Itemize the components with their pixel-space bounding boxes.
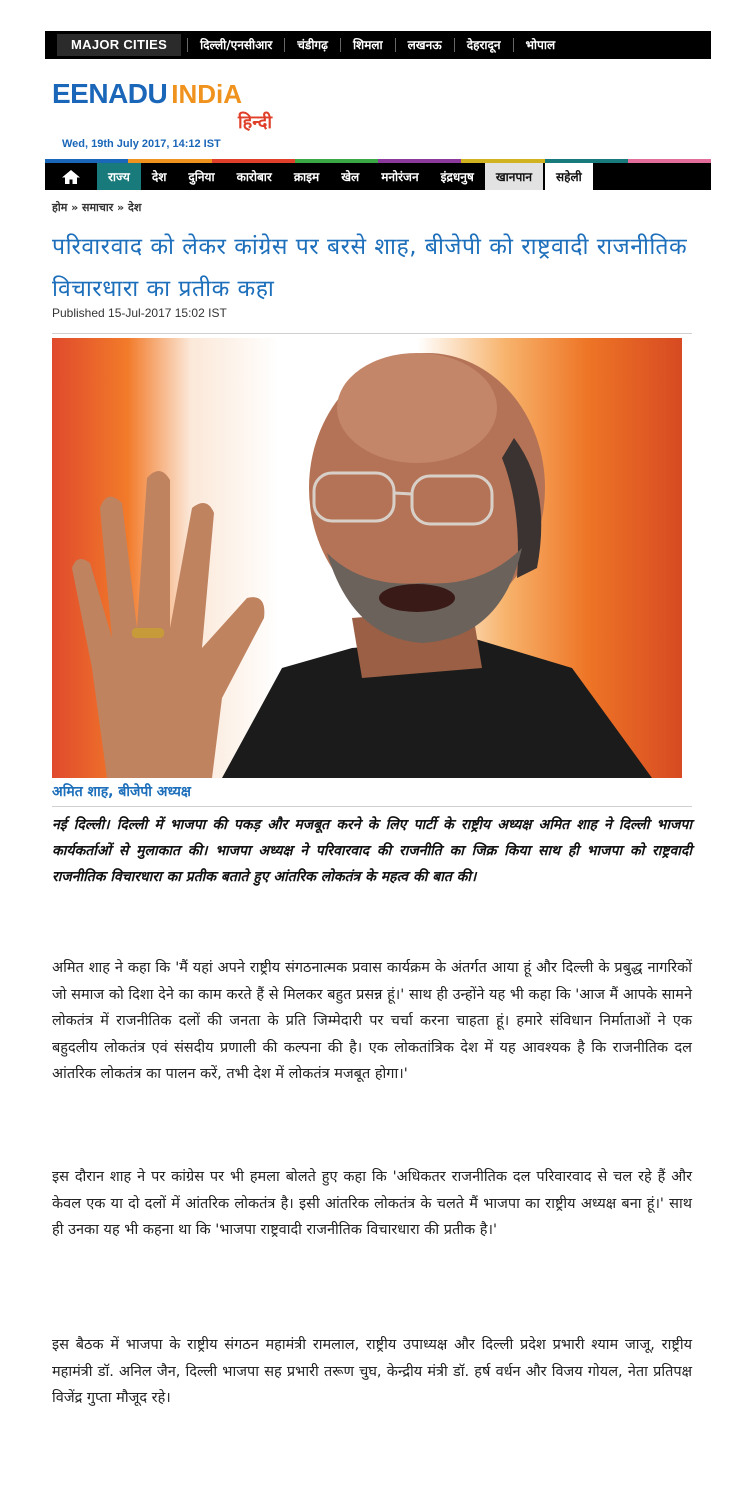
major-cities-bar <box>45 31 711 59</box>
article-title: परिवारवाद को लेकर कांग्रेस पर बरसे शाह, बीजेपी को राष्ट्रवादी राजनीतिक विचारधारा का प्रतीक कहा <box>52 234 688 302</box>
article-photo <box>52 338 682 778</box>
nav-item-duniya[interactable]: दुनिया <box>188 170 215 184</box>
published-date: Published 15-Jul-2017 15:02 IST <box>52 306 227 320</box>
main-nav <box>45 163 711 190</box>
article-paragraph: इस दौरान शाह ने पर कांग्रेस पर भी हमला बोलते हुए कहा कि 'अधिकतर राजनीतिक दल परिवारवाद से चल रहे हैं और केवल एक या दो दलों में आंतरिक लोकतंत्र है। इसी आंतरिक लोकतंत्र के चलते मैं भाजपा का राष्ट्रीय अध्यक्ष बना हूं।' साथ ही उनका यह भी कहना था कि 'भाजपा राष्ट्रवादी राजनीतिक विचारधारा की प्रतीक है।' <box>52 1169 692 1238</box>
nav-item-khanpan[interactable]: खानपान <box>485 163 543 190</box>
article-lead: नई दिल्ली। दिल्ली में भाजपा की पकड़ और मजबूत करने के लिए पार्टी के राष्ट्रीय अध्यक्ष अमित शाह ने दिल्ली भाजपा कार्यकर्ताओं से मुलाकात की। भाजपा अध्यक्ष ने परिवारवाद की राजनीति का जिक्र किया साथ ही भाजपा को राष्ट्रवादी राजनीतिक विचारधारा का प्रतीक बताते हुए आंतरिक लोकतंत्र के महत्व की बात की। <box>52 817 692 885</box>
nav-item-desh[interactable]: देश <box>151 170 167 184</box>
nav-item-manoranjan[interactable]: मनोरंजन <box>381 170 419 184</box>
city-link-delhi[interactable]: दिल्ली/एनसीआर <box>187 38 284 52</box>
photo-caption: अमित शाह, बीजेपी अध्यक्ष <box>52 784 191 800</box>
major-cities-label: MAJOR CITIES <box>57 34 181 56</box>
breadcrumb[interactable]: होम » समाचार » देश <box>52 201 142 214</box>
dateline: Wed, 19th July 2017, 14:12 IST <box>62 138 221 150</box>
nav-item-saheli[interactable]: सहेली <box>545 163 593 190</box>
city-link-bhopal[interactable]: भोपाल <box>513 38 568 52</box>
logo-eenadu-text: EENADU <box>52 78 168 109</box>
article-paragraph: इस बैठक में भाजपा के राष्ट्रीय संगठन महामंत्री रामलाल, राष्ट्रीय उपाध्यक्ष और दिल्ली प्रदेश प्रभारी श्याम जाजू, राष्ट्रीय महामंत्री डॉ. अनिल जैन, दिल्ली भाजपा सह प्रभारी तरूण चुघ, केन्द्रीय मंत्री डॉ. हर्ष वर्धन और विजय गोयल, नेता प्रतिपक्ष विजेंद्र गुप्ता मौजूद रहे। <box>52 1337 692 1406</box>
nav-item-karobar[interactable]: कारोबार <box>236 170 272 184</box>
nav-item-khel[interactable]: खेल <box>341 170 360 184</box>
divider <box>52 806 692 807</box>
home-icon[interactable] <box>45 163 97 190</box>
article-paragraph: अमित शाह ने कहा कि 'मैं यहां अपने राष्ट्रीय संगठनात्मक प्रवास कार्यक्रम के अंतर्गत आया हूं और दिल्ली के प्रबुद्ध नागरिकों जो समाज को दिशा देने का काम करते हैं से मिलकर बहुत प्रसन्न हूं।' साथ ही उन्होंने यह भी कहा कि 'आज मैं आपके सामने लोकतंत्र में राजनीतिक दलों की जनता के प्रति जिम्मेदारी पर चर्चा करना चाहता हूं। हमारे संविधान निर्माताओं ने एक बहुदलीय लोकतंत्र एवं संसदीय प्रणाली की कल्पना की है। एक लोकतांत्रिक देश में यह आवश्यक है कि राजनीतिक दल आंतरिक लोकतंत्र का पालन करें, तभी देश में लोकतंत्र मजबूत होगा।' <box>52 960 692 1082</box>
city-link-chandigarh[interactable]: चंडीगढ़ <box>284 38 340 52</box>
city-link-shimla[interactable]: शिमला <box>340 38 395 52</box>
site-logo[interactable] <box>52 78 273 133</box>
divider <box>52 333 692 334</box>
city-link-lucknow[interactable]: लखनऊ <box>395 38 454 52</box>
logo-india-text: INDiA <box>171 79 243 109</box>
nav-item-crime[interactable]: क्राइम <box>293 170 320 184</box>
nav-item-indradhanush[interactable]: इंद्रधनुष <box>440 170 474 184</box>
city-link-dehradun[interactable]: देहरादून <box>454 38 513 52</box>
logo-hindi-text: हिन्दी <box>238 112 273 133</box>
nav-item-rajya[interactable]: राज्य <box>97 163 141 190</box>
